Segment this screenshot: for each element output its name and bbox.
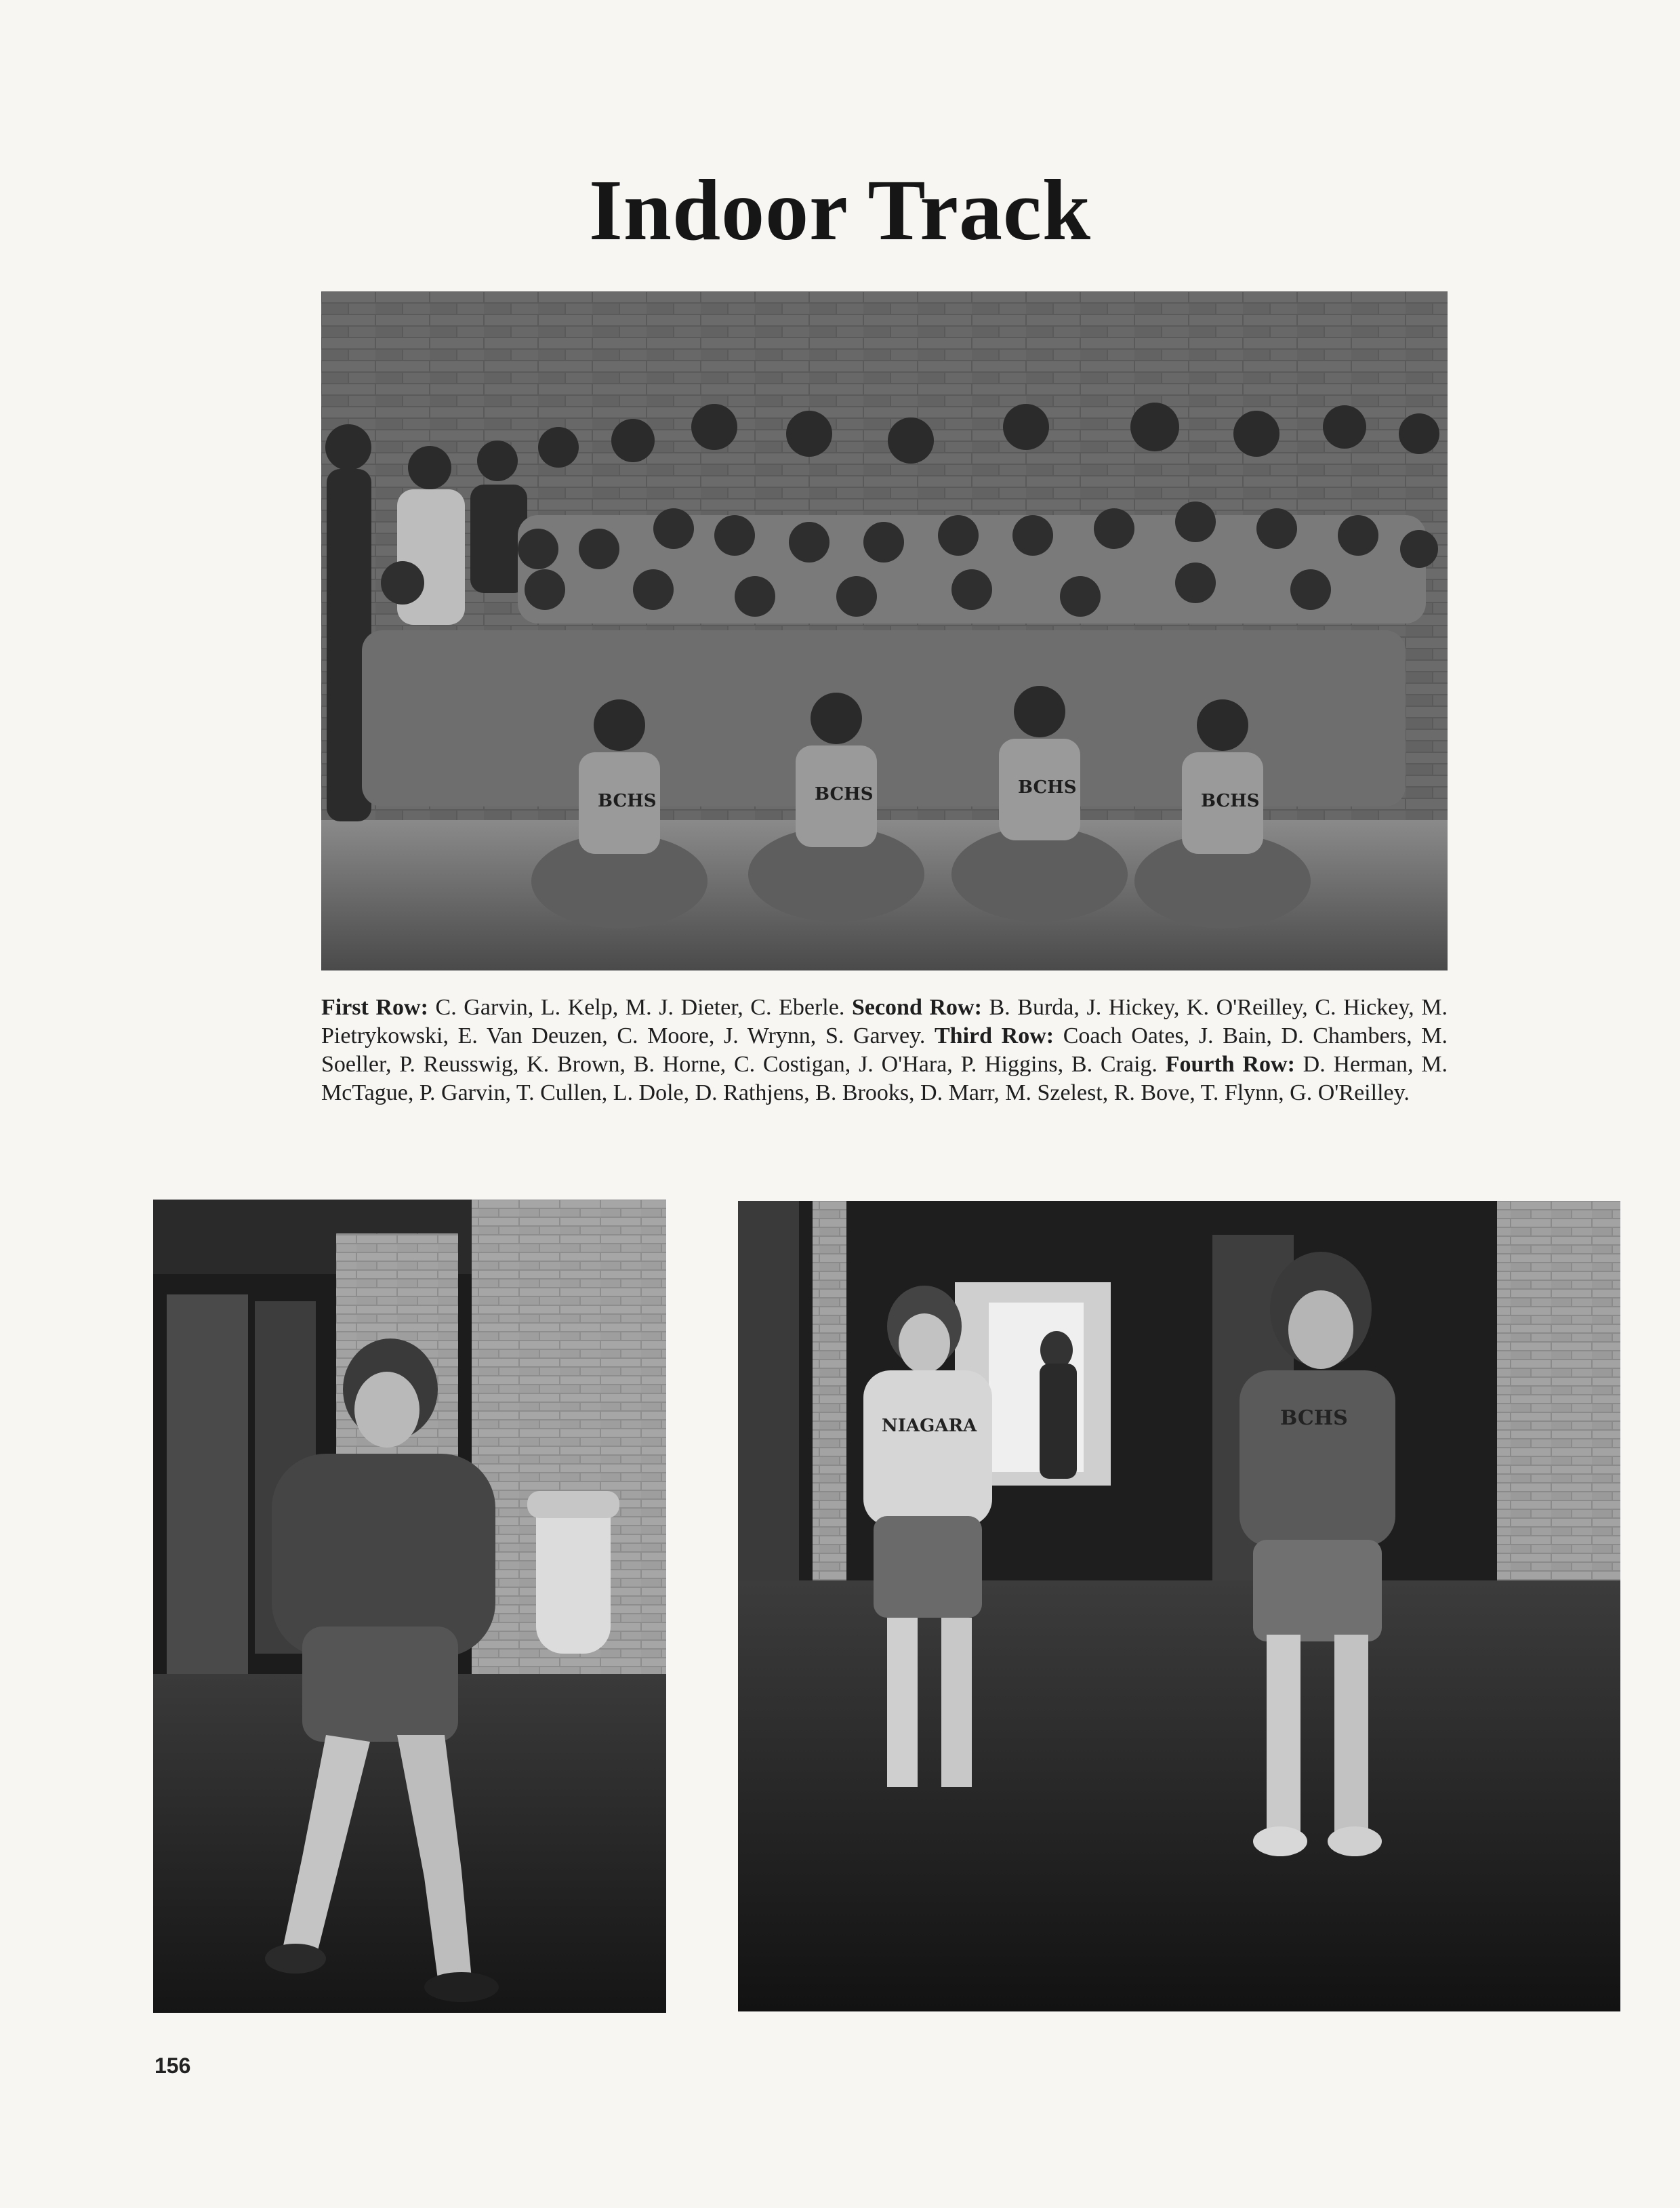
caption-row-label: Fourth Row: xyxy=(1165,1052,1295,1077)
caption-row-label: Second Row: xyxy=(851,995,982,1020)
caption-row-names: C. Garvin, L. Kelp, M. J. Dieter, C. Eberle. xyxy=(428,995,852,1020)
photo-caption xyxy=(321,994,1448,1107)
shirt-text: NIAGARA xyxy=(882,1416,977,1436)
shirt-text: BCHS xyxy=(598,791,657,811)
page-title: Indoor Track xyxy=(588,162,1092,258)
runner-hallway-photo xyxy=(153,1200,666,2013)
page-number: 156 xyxy=(155,2053,191,2078)
caption-row-label: First Row: xyxy=(321,995,428,1020)
caption-row-names: Coach Oates, J. Bain, D. Chambers, M. Soeller, P. Reusswig, K. Brown, B. Horne, C. Costigan, J. O'Hara, P. Higgins, B. Craig. xyxy=(321,1023,1448,1077)
two-runners-hallway-photo xyxy=(738,1201,1620,2011)
caption-row-names: B. Burda, J. Hickey, K. O'Reilley, C. Hickey, M. Pietrykowski, E. Van Deuzen, C. Moore, J. Wrynn, S. Garvey. xyxy=(321,995,1448,1048)
shirt-text: BCHS xyxy=(1201,791,1260,811)
caption-row-label: Third Row: xyxy=(935,1023,1054,1048)
shirt-text: BCHS xyxy=(815,784,874,804)
caption-row-names: D. Herman, M. McTague, P. Garvin, T. Cullen, L. Dole, D. Rathjens, B. Brooks, D. Marr, M. Szelest, R. Bove, T. Flynn, G. O'Reilley. xyxy=(321,1052,1448,1105)
shirt-text: BCHS xyxy=(1018,777,1077,798)
shirt-text: BCHS xyxy=(1280,1406,1348,1430)
team-photo xyxy=(321,291,1448,970)
